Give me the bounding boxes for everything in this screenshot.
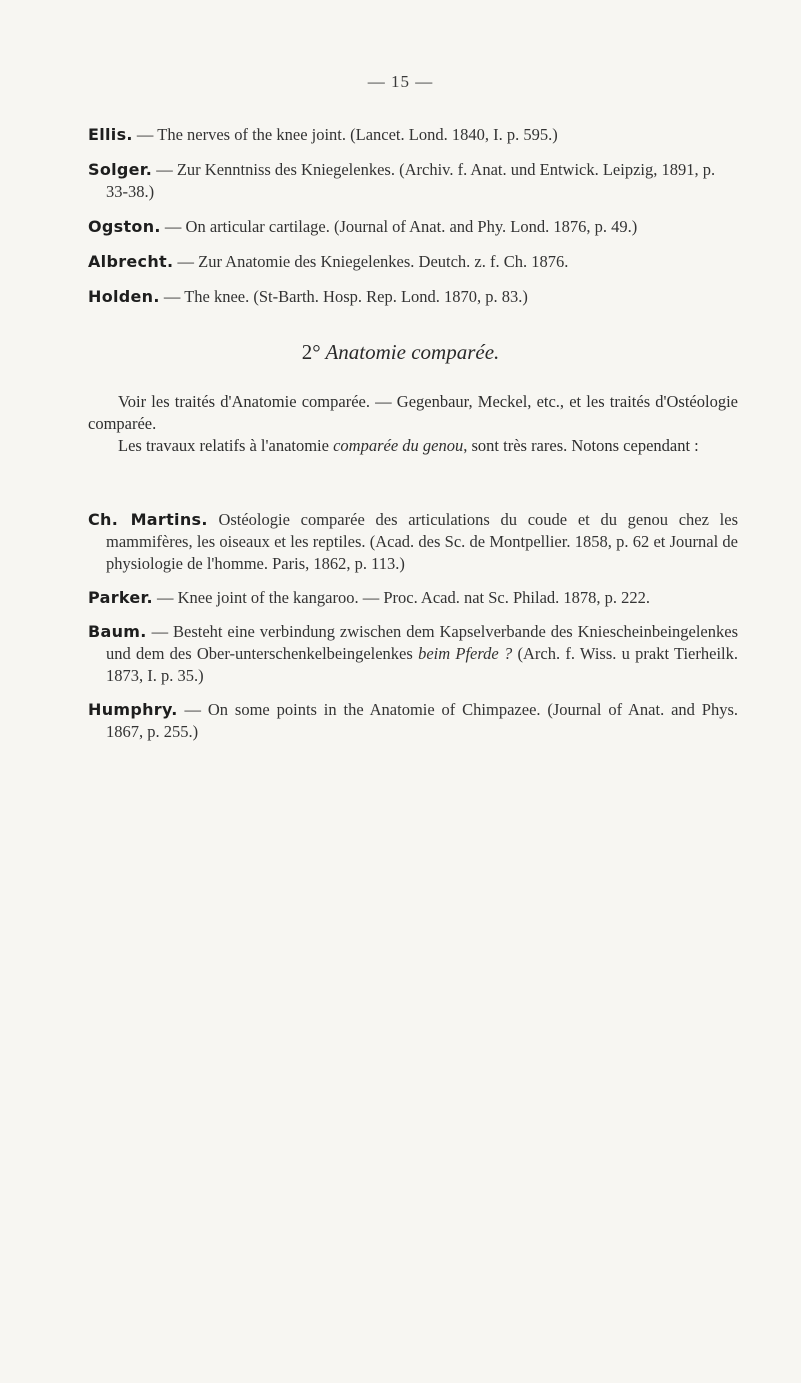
entry-author: Baum. bbox=[88, 622, 147, 641]
entry-author: Parker. bbox=[88, 588, 153, 607]
entry-author: Ellis. bbox=[88, 125, 133, 144]
section-heading bbox=[0, 340, 801, 365]
bibliography-entry bbox=[88, 587, 738, 609]
intro-text bbox=[88, 391, 738, 457]
bibliography-list-top bbox=[88, 124, 738, 321]
entry-text: — Zur Kenntniss des Kniegelenkes. (Archiv. f. Anat. und Entwick. Leipzig, 1891, p. 33-38.) bbox=[106, 160, 716, 201]
entry-text: Ostéologie comparée des articulations du coude et du genou chez les mammifères, les oiseaux et les reptiles. (Acad. des Sc. de Montpellier. 1858, p. 62 et Journal de physiologie de l'homme. Paris, 1862, p. 113.) bbox=[106, 510, 738, 573]
entry-text: — Knee joint of the kangaroo. — Proc. Acad. nat Sc. Philad. 1878, p. 222. bbox=[152, 588, 651, 607]
bibliography-entry bbox=[88, 251, 738, 273]
entry-text: — On some points in the Anatomie of Chimpazee. (Journal of Anat. and Phys. 1867, p. 255.) bbox=[106, 700, 738, 741]
bibliography-list-bottom bbox=[88, 509, 738, 755]
entry-author: Albrecht. bbox=[88, 252, 174, 271]
bibliography-entry bbox=[88, 159, 738, 203]
intro-emphasis: comparée du genou bbox=[333, 436, 464, 455]
entry-author: Holden. bbox=[88, 287, 160, 306]
entry-text: — Besteht eine verbindung zwischen dem Kapselverbande des Kniescheinbeingelenkes und dem des Ober-unterschenkelbeingelenkes bbox=[106, 622, 738, 663]
entry-author: Humphry. bbox=[88, 700, 178, 719]
bibliography-entry bbox=[88, 621, 738, 687]
bibliography-entry bbox=[88, 286, 738, 308]
entry-author: Solger. bbox=[88, 160, 153, 179]
entry-text: — The nerves of the knee joint. (Lancet. Lond. 1840, I. p. 595.) bbox=[132, 125, 558, 144]
bibliography-entry bbox=[88, 699, 738, 743]
section-title: Anatomie comparée. bbox=[325, 340, 500, 364]
entry-author: Ch. Martins. bbox=[88, 510, 208, 529]
intro-text-part: Les travaux relatifs à l'anatomie bbox=[118, 436, 334, 455]
intro-paragraph bbox=[88, 435, 738, 457]
bibliography-entry bbox=[88, 216, 738, 238]
entry-emphasis: beim Pferde ? bbox=[418, 644, 513, 663]
entry-text: — On articular cartilage. (Journal of Anat. and Phy. Lond. 1876, p. 49.) bbox=[160, 217, 638, 236]
bibliography-entry bbox=[88, 509, 738, 575]
entry-text: — The knee. (St-Barth. Hosp. Rep. Lond. 1870, p. 83.) bbox=[159, 287, 528, 306]
section-number: 2° bbox=[301, 340, 321, 364]
entry-author: Ogston. bbox=[88, 217, 161, 236]
intro-paragraph: Voir les traités d'Anatomie comparée. — Gegenbaur, Meckel, etc., et les traités d'Ostéologie comparée. bbox=[88, 392, 738, 433]
bibliography-entry bbox=[88, 124, 738, 146]
page-number: — 15 — bbox=[367, 72, 434, 91]
entry-text: (Arch. f. Wiss. u prakt Tierheilk. 1873, I. p. 35.) bbox=[106, 644, 738, 685]
intro-text-part: , sont très rares. Notons cependant : bbox=[463, 436, 699, 455]
entry-text: — Zur Anatomie des Kniegelenkes. Deutch. z. f. Ch. 1876. bbox=[173, 252, 569, 271]
